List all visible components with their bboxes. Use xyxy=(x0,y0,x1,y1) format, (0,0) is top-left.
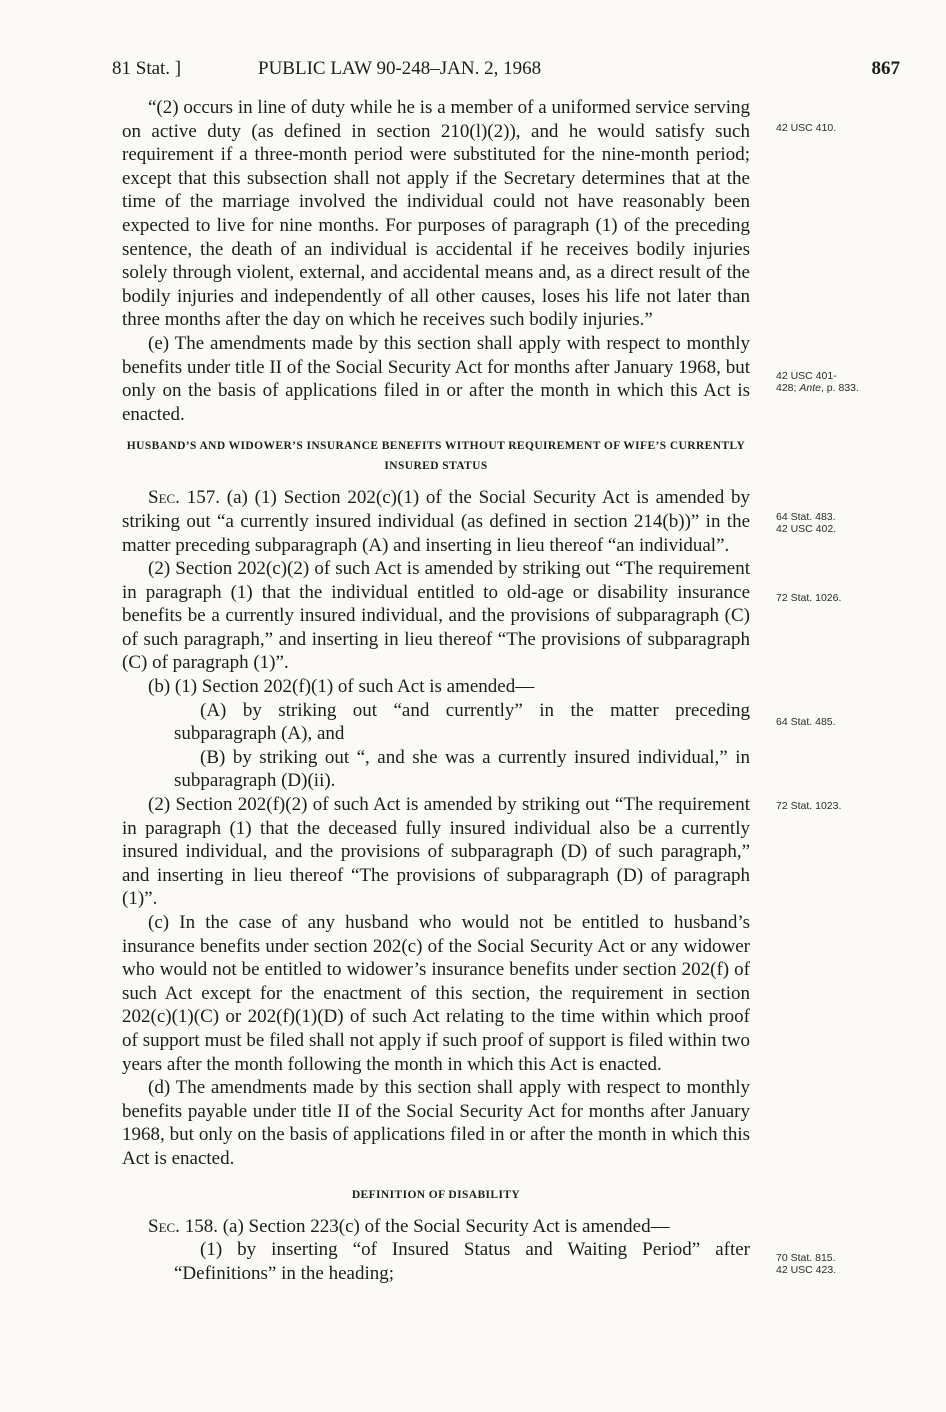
paragraph-sec-158-a xyxy=(122,1215,750,1239)
paragraph-quoted-2: “(2) occurs in line of duty while he is a member of a uniformed service serving on active duty (as defined in section 210(l)(2)), and he would satisfy such requirement if a three-month period were substituted for the nine-month period; except that this subsection shall not apply if the Secretary determines that at the time of the marriage involved the individual could not have reasonably been expected to live for nine months. For purposes of paragraph (1) of the preceding sentence, the death of an individual is accidental if he receives bodily injuries solely through violent, external, and accidental means and, as a direct result of the bodily injuries and independently of all other causes, loses his life not later than three months after the day on which he receives such bodily injuries.” xyxy=(122,97,750,331)
paragraph-157-d: (d) The amendments made by this section shall apply with respect to monthly benefits payable under title II of the Social Security Act for months after January 1968, but only on the basis of applications filed in or after the month in which this Act is enacted. xyxy=(122,1077,750,1169)
paragraph-157-c: (c) In the case of any husband who would not be entitled to husband’s insurance benefits under section 202(c) of the Social Security Act or any widower who would not be entitled to widower’s insurance benefits under section 202(f) of such Act except for the enactment of this section, the requirement in section 202(c)(1)(C) or 202(f)(1)(D) of such Act relating to the time within which proof of support must be filed shall not apply if such proof of support is filed within two years after the month following the month in which this Act is enacted. xyxy=(122,912,750,1075)
body-text xyxy=(122,96,750,1285)
header-volume: 81 Stat. ] xyxy=(112,58,182,79)
paragraph-sec-157-a1 xyxy=(122,486,750,557)
margin-note-64stat485: 64 Stat. 485. xyxy=(776,716,836,728)
page-number: 867 xyxy=(871,58,900,79)
margin-note-70stat815 xyxy=(776,1252,926,1276)
margin-note-line: 64 Stat. 483. xyxy=(776,511,836,523)
sub-B-text: (B) by striking out “, and she was a currently insured individual,” in subparagraph (D)(ii). xyxy=(174,746,750,792)
sec-158-a-text: 158. (a) Section 223(c) of the Social Security Act is amended— xyxy=(179,1215,670,1237)
margin-note-line: 42 USC 423. xyxy=(776,1264,837,1276)
margin-note-line: 42 USC 401- xyxy=(776,370,837,382)
margin-note-line: 70 Stat. 815. xyxy=(776,1252,836,1264)
paragraph-157-a2: (2) Section 202(c)(2) of such Act is amended by striking out “The requirement in paragraph (1) that the individual entitled to old-age or disability insurance benefits be a currently insured individual, and the provisions of subparagraph (C) of such paragraph,” and inserting in lieu thereof “The provisions of subparagraph (C) of paragraph (1)”. xyxy=(122,558,750,674)
paragraph-157-b1-B xyxy=(122,746,750,793)
section-heading-158: DEFINITION OF DISABILITY xyxy=(351,1188,521,1201)
margin-note-64stat483 xyxy=(776,511,926,535)
sub-A-text: (A) by striking out “and currently” in the matter preceding subparagraph (A), and xyxy=(174,699,750,745)
margin-note-42usc401 xyxy=(776,370,926,394)
paragraph-157-b1: (b) (1) Section 202(f)(1) of such Act is amended— xyxy=(148,676,535,698)
sec-label-158: Sec. xyxy=(148,1215,180,1237)
margin-note-72stat1023: 72 Stat. 1023. xyxy=(776,800,842,812)
paragraph-157-b2: (2) Section 202(f)(2) of such Act is amended by striking out “The requirement in paragraph (1) that the deceased fully insured individual also be a currently insured individual, and the provisions of subparagraph (D) of such paragraph,” and inserting in lieu thereof “The provisions of subparagraph (D) of paragraph (1)”. xyxy=(122,794,750,910)
section-heading-157: HUSBAND’S AND WIDOWER’S INSURANCE BENEFITS WITHOUT REQUIREMENT OF WIFE’S CURRENTLY INSURED STATUS xyxy=(126,440,746,473)
sec-label: Sec. xyxy=(148,487,180,509)
header-title: PUBLIC LAW 90-248–JAN. 2, 1968 xyxy=(258,58,542,79)
margin-note-line: 42 USC 402. xyxy=(776,523,837,535)
margin-note-line: 428; Ante, p. 833. xyxy=(776,382,859,394)
paragraph-158-a1 xyxy=(122,1238,750,1285)
margin-note-72stat1026: 72 Stat. 1026. xyxy=(776,592,842,604)
paragraph-157-b1-A xyxy=(122,699,750,746)
margin-note-42usc410: 42 USC 410. xyxy=(776,122,837,134)
sub-158-1-text: (1) by inserting “of Insured Status and Waiting Period” after “Definitions” in the heading; xyxy=(174,1239,750,1284)
paragraph-e: (e) The amendments made by this section shall apply with respect to monthly benefits under title II of the Social Security Act for months after January 1968, but only on the basis of applications filed in or after the month in which this Act is enacted. xyxy=(122,332,750,425)
sec-157-a1-text: 157. (a) (1) Section 202(c)(1) of the Social Security Act is amended by striking out “a currently insured individual (as defined in section 214(b))” in the matter preceding subparagraph (A) and inserting in lieu thereof “an individual”. xyxy=(122,487,750,556)
